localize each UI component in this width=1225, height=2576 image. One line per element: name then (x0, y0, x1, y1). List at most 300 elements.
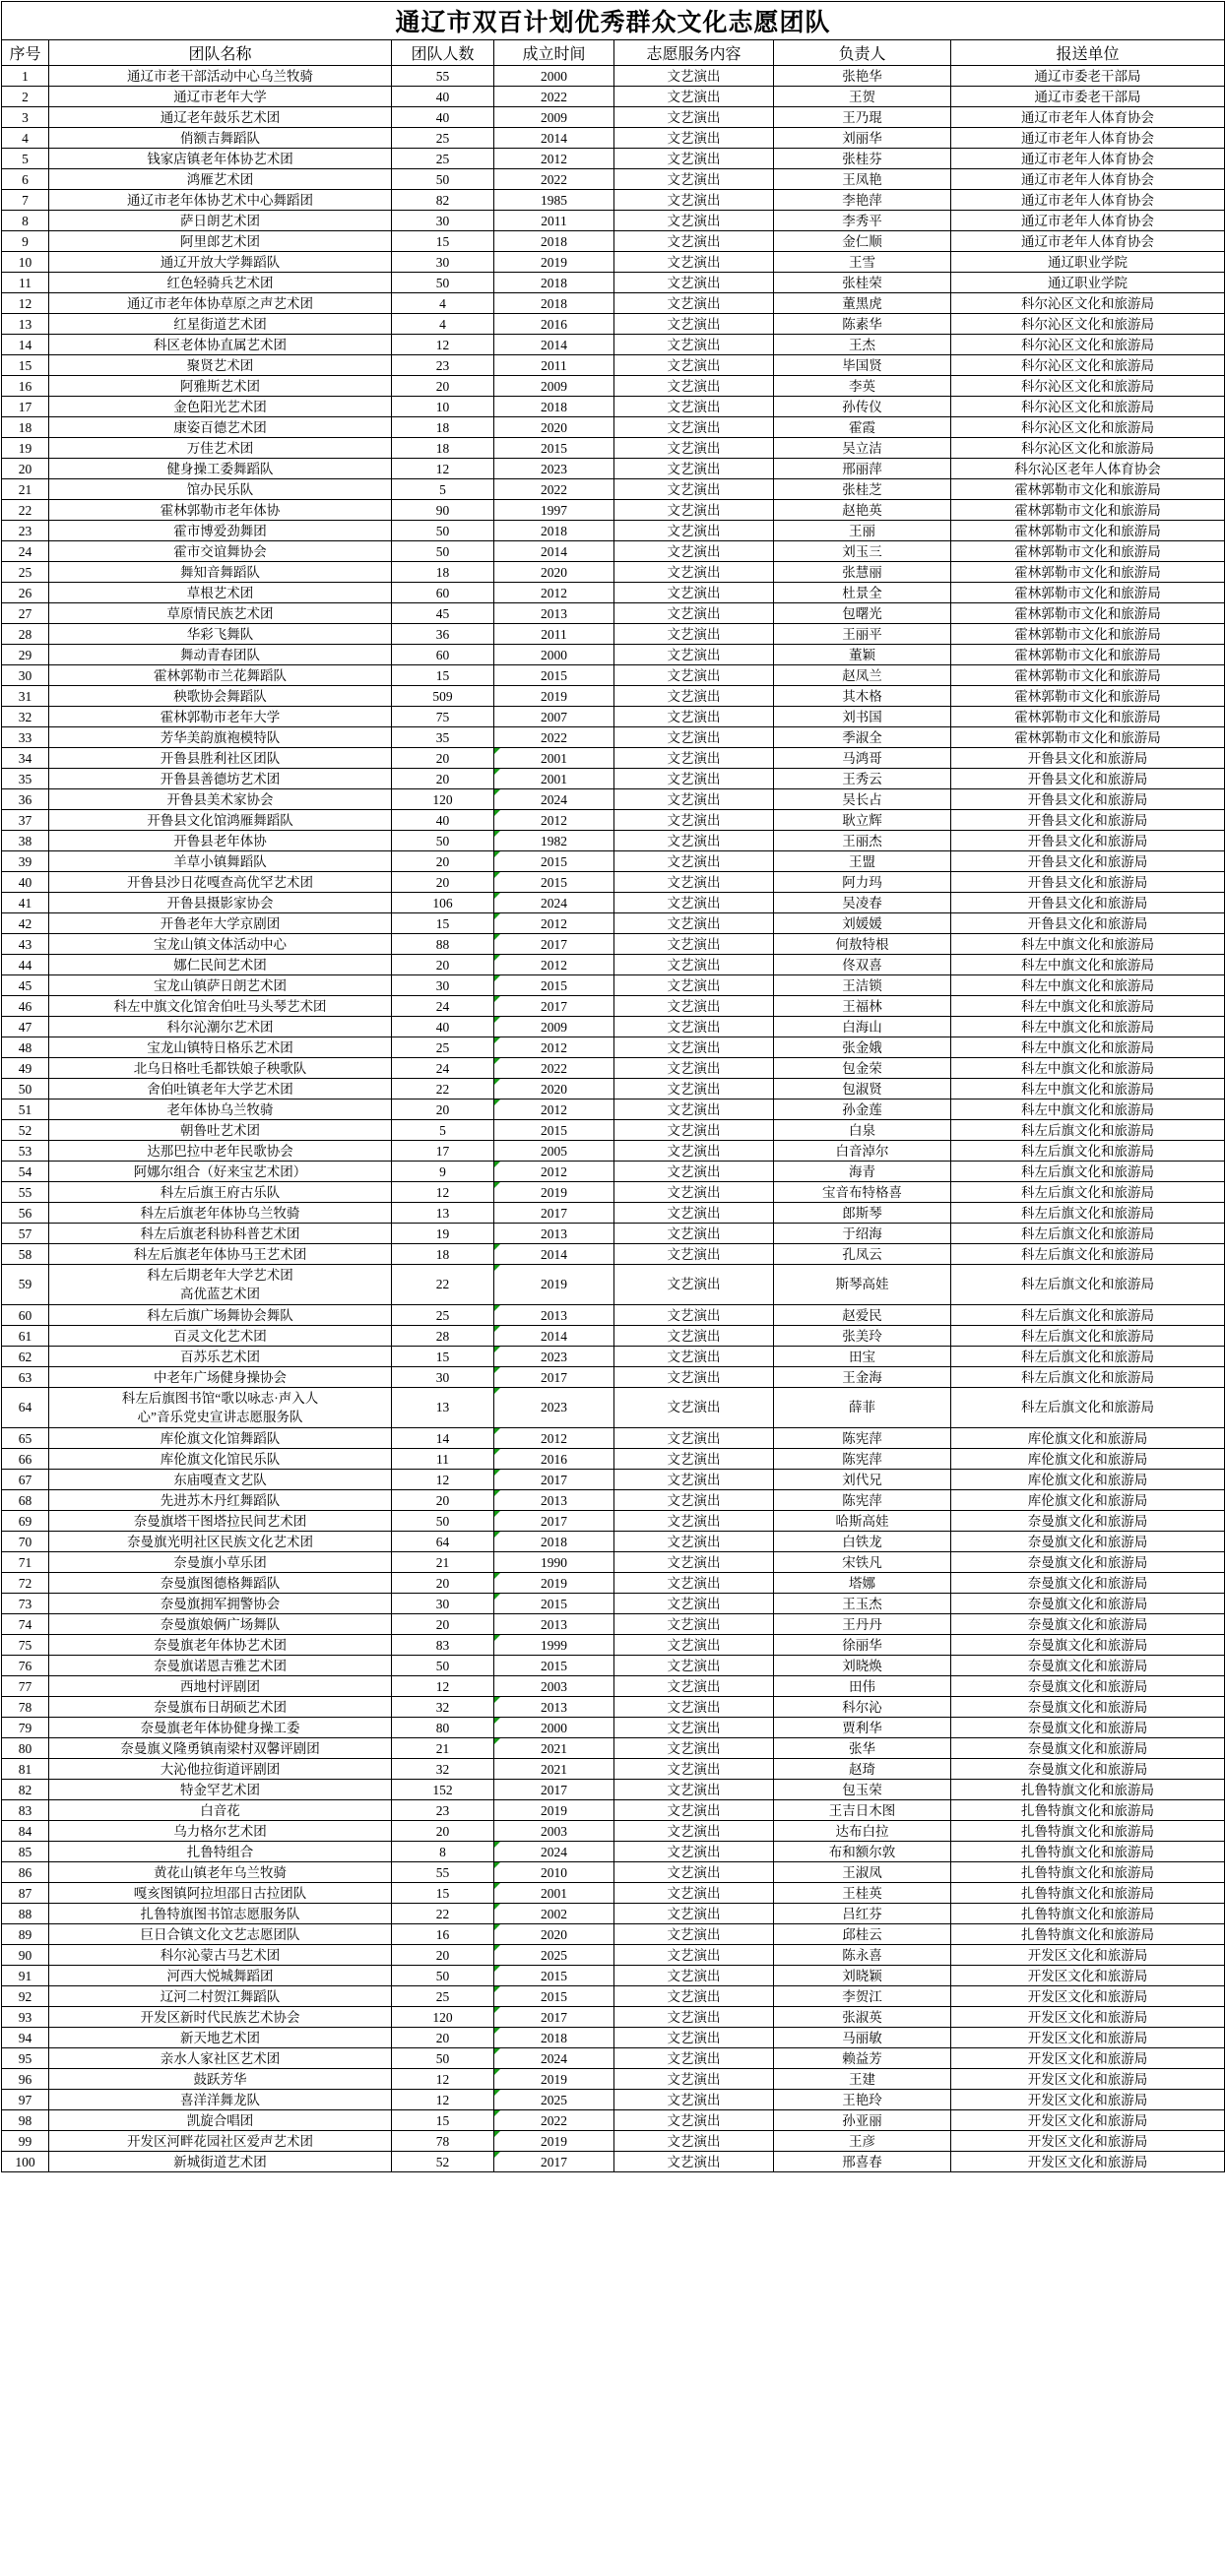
cell-leader: 王丹丹 (774, 1614, 951, 1635)
cell-member-count: 40 (392, 1017, 494, 1037)
cell-founding-year: 2009 (494, 107, 614, 128)
cell-service-content: 文艺演出 (614, 459, 774, 479)
cell-leader: 王建 (774, 2069, 951, 2090)
cell-sequence: 97 (2, 2090, 49, 2110)
cell-reporting-unit: 奈曼旗文化和旅游局 (951, 1738, 1225, 1759)
cell-founding-year: 2017 (494, 1780, 614, 1800)
cell-team-name: 科左后旗老科协科普艺术团 (49, 1224, 392, 1244)
cell-sequence: 36 (2, 789, 49, 810)
cell-team-name: 百苏乐艺术团 (49, 1347, 392, 1367)
cell-reporting-unit: 科左后旗文化和旅游局 (951, 1305, 1225, 1326)
cell-service-content: 文艺演出 (614, 355, 774, 376)
cell-reporting-unit: 霍林郭勒市文化和旅游局 (951, 665, 1225, 686)
cell-sequence: 31 (2, 686, 49, 707)
cell-member-count: 50 (392, 1966, 494, 1986)
cell-team-name: 舞动青春团队 (49, 645, 392, 665)
table-row (2, 1924, 1225, 1945)
cell-founding-year-flagged: 2022 (494, 2110, 614, 2131)
cell-leader: 于绍海 (774, 1224, 951, 1244)
cell-founding-year: 2014 (494, 335, 614, 355)
cell-member-count: 40 (392, 107, 494, 128)
cell-leader: 王丽 (774, 521, 951, 541)
cell-reporting-unit: 科尔沁区文化和旅游局 (951, 376, 1225, 397)
cell-service-content: 文艺演出 (614, 2069, 774, 2090)
cell-member-count: 50 (392, 541, 494, 562)
cell-sequence: 100 (2, 2152, 49, 2172)
table-row (2, 1594, 1225, 1614)
cell-founding-year: 2022 (494, 727, 614, 748)
cell-team-name: 先进苏木丹红舞蹈队 (49, 1490, 392, 1511)
cell-team-name: 开鲁县美术家协会 (49, 789, 392, 810)
cell-founding-year: 2015 (494, 1120, 614, 1141)
cell-member-count: 50 (392, 2048, 494, 2069)
cell-leader: 王洁锁 (774, 975, 951, 996)
table-row (2, 872, 1225, 893)
cell-sequence: 54 (2, 1162, 49, 1182)
cell-sequence: 94 (2, 2028, 49, 2048)
cell-founding-year-flagged: 2025 (494, 1945, 614, 1966)
cell-founding-year-flagged: 2014 (494, 1244, 614, 1265)
table-row (2, 1244, 1225, 1265)
cell-leader: 斯琴高娃 (774, 1265, 951, 1305)
cell-service-content: 文艺演出 (614, 975, 774, 996)
table-row (2, 1162, 1225, 1182)
cell-service-content: 文艺演出 (614, 1986, 774, 2007)
cell-team-name-line1: 科左后旗图书馆“歌以咏志·声入人 (121, 1391, 319, 1406)
cell-founding-year-flagged: 2022 (494, 1058, 614, 1079)
cell-service-content: 文艺演出 (614, 87, 774, 107)
table-row (2, 624, 1225, 645)
cell-member-count: 24 (392, 1058, 494, 1079)
cell-reporting-unit: 科左后旗文化和旅游局 (951, 1244, 1225, 1265)
cell-service-content: 文艺演出 (614, 1347, 774, 1367)
cell-leader: 赖益芳 (774, 2048, 951, 2069)
cell-sequence: 46 (2, 996, 49, 1017)
cell-founding-year-flagged: 2012 (494, 913, 614, 934)
cell-team-name: 宝龙山镇萨日朗艺术团 (49, 975, 392, 996)
table-row (2, 1862, 1225, 1883)
table-row (2, 975, 1225, 996)
cell-reporting-unit: 开鲁县文化和旅游局 (951, 893, 1225, 913)
cell-team-name: 中老年广场健身操协会 (49, 1367, 392, 1388)
cell-team-name: 阿娜尔组合（好来宝艺术团） (49, 1162, 392, 1182)
table-row (2, 1428, 1225, 1449)
table-row (2, 87, 1225, 107)
cell-founding-year: 2000 (494, 66, 614, 87)
cell-founding-year: 2020 (494, 417, 614, 438)
table-row (2, 1490, 1225, 1511)
cell-leader: 王金海 (774, 1367, 951, 1388)
cell-team-name: 萨日朗艺术团 (49, 211, 392, 231)
cell-founding-year: 2018 (494, 273, 614, 293)
cell-team-name: 健身操工委舞蹈队 (49, 459, 392, 479)
table-row (2, 1821, 1225, 1842)
table-row (2, 376, 1225, 397)
cell-team-name: 亲水人家社区艺术团 (49, 2048, 392, 2069)
cell-founding-year-flagged: 2015 (494, 851, 614, 872)
table-row (2, 1945, 1225, 1966)
cell-sequence: 58 (2, 1244, 49, 1265)
table-row (2, 1552, 1225, 1573)
cell-service-content: 文艺演出 (614, 1120, 774, 1141)
cell-member-count: 32 (392, 1759, 494, 1780)
cell-member-count: 14 (392, 1428, 494, 1449)
cell-team-name: 开鲁县胜利社区团队 (49, 748, 392, 769)
cell-founding-year: 2013 (494, 1614, 614, 1635)
table-row (2, 1058, 1225, 1079)
table-row (2, 397, 1225, 417)
table-row (2, 1079, 1225, 1100)
cell-reporting-unit: 科尔沁区文化和旅游局 (951, 355, 1225, 376)
cell-reporting-unit: 扎鲁特旗文化和旅游局 (951, 1821, 1225, 1842)
cell-leader: 董黑虎 (774, 293, 951, 314)
cell-founding-year-flagged: 2017 (494, 1367, 614, 1388)
table-row (2, 1141, 1225, 1162)
table-row (2, 748, 1225, 769)
cell-reporting-unit: 霍林郭勒市文化和旅游局 (951, 686, 1225, 707)
cell-reporting-unit: 奈曼旗文化和旅游局 (951, 1573, 1225, 1594)
cell-member-count: 18 (392, 417, 494, 438)
cell-member-count: 120 (392, 789, 494, 810)
cell-leader: 李英 (774, 376, 951, 397)
cell-member-count: 50 (392, 169, 494, 190)
cell-reporting-unit: 通辽市老年人体育协会 (951, 231, 1225, 252)
cell-member-count: 15 (392, 2110, 494, 2131)
cell-service-content: 文艺演出 (614, 417, 774, 438)
cell-leader: 吴长占 (774, 789, 951, 810)
table-row (2, 66, 1225, 87)
cell-leader: 陈素华 (774, 314, 951, 335)
cell-leader: 赵爱民 (774, 1305, 951, 1326)
cell-leader: 王丽杰 (774, 831, 951, 851)
cell-team-name: 钱家店镇老年体协艺术团 (49, 149, 392, 169)
cell-reporting-unit: 霍林郭勒市文化和旅游局 (951, 521, 1225, 541)
cell-leader: 塔娜 (774, 1573, 951, 1594)
cell-reporting-unit: 奈曼旗文化和旅游局 (951, 1697, 1225, 1718)
cell-leader: 张美玲 (774, 1326, 951, 1347)
cell-reporting-unit: 奈曼旗文化和旅游局 (951, 1718, 1225, 1738)
cell-sequence: 68 (2, 1490, 49, 1511)
cell-member-count: 28 (392, 1326, 494, 1347)
cell-sequence: 84 (2, 1821, 49, 1842)
cell-service-content: 文艺演出 (614, 190, 774, 211)
cell-team-name: 科尔沁蒙古马艺术团 (49, 1945, 392, 1966)
cell-founding-year: 2017 (494, 1203, 614, 1224)
cell-sequence: 65 (2, 1428, 49, 1449)
table-row (2, 1470, 1225, 1490)
cell-sequence: 38 (2, 831, 49, 851)
cell-reporting-unit: 通辽市老年人体育协会 (951, 107, 1225, 128)
table-row (2, 727, 1225, 748)
cell-leader: 霍霞 (774, 417, 951, 438)
cell-team-name: 奈曼旗老年体协艺术团 (49, 1635, 392, 1656)
cell-sequence: 75 (2, 1635, 49, 1656)
cell-member-count: 25 (392, 1037, 494, 1058)
cell-member-count: 20 (392, 1490, 494, 1511)
cell-team-name: 阿里郎艺术团 (49, 231, 392, 252)
table-row (2, 438, 1225, 459)
cell-service-content: 文艺演出 (614, 2152, 774, 2172)
cell-service-content: 文艺演出 (614, 1511, 774, 1532)
cell-sequence: 69 (2, 1511, 49, 1532)
cell-founding-year-flagged: 2024 (494, 893, 614, 913)
cell-service-content: 文艺演出 (614, 1224, 774, 1244)
table-row (2, 2069, 1225, 2090)
cell-sequence: 64 (2, 1388, 49, 1428)
column-header-seq: 序号 (2, 40, 49, 66)
table-row (2, 1697, 1225, 1718)
column-header-name: 团队名称 (49, 40, 392, 66)
cell-sequence: 99 (2, 2131, 49, 2152)
cell-service-content: 文艺演出 (614, 1966, 774, 1986)
cell-sequence: 85 (2, 1842, 49, 1862)
cell-team-name: 开发区新时代民族艺术协会 (49, 2007, 392, 2028)
table-row (2, 1904, 1225, 1924)
cell-founding-year-flagged: 2012 (494, 1428, 614, 1449)
cell-service-content: 文艺演出 (614, 500, 774, 521)
cell-founding-year: 1990 (494, 1552, 614, 1573)
cell-member-count: 20 (392, 1573, 494, 1594)
cell-reporting-unit: 霍林郭勒市文化和旅游局 (951, 562, 1225, 583)
cell-team-name: 扎鲁特组合 (49, 1842, 392, 1862)
cell-service-content: 文艺演出 (614, 2090, 774, 2110)
cell-reporting-unit: 霍林郭勒市文化和旅游局 (951, 500, 1225, 521)
cell-team-name: 阿雅斯艺术团 (49, 376, 392, 397)
cell-team-name: 乌力格尔艺术团 (49, 1821, 392, 1842)
cell-reporting-unit: 科左后旗文化和旅游局 (951, 1162, 1225, 1182)
cell-service-content: 文艺演出 (614, 149, 774, 169)
cell-member-count: 18 (392, 1244, 494, 1265)
table-row (2, 810, 1225, 831)
cell-reporting-unit: 开鲁县文化和旅游局 (951, 769, 1225, 789)
cell-sequence: 53 (2, 1141, 49, 1162)
cell-sequence: 24 (2, 541, 49, 562)
cell-member-count: 60 (392, 645, 494, 665)
cell-member-count: 18 (392, 562, 494, 583)
cell-sequence: 29 (2, 645, 49, 665)
cell-founding-year: 2023 (494, 459, 614, 479)
cell-member-count: 5 (392, 479, 494, 500)
cell-sequence: 48 (2, 1037, 49, 1058)
cell-founding-year-flagged: 2015 (494, 975, 614, 996)
table-title-row (2, 2, 1225, 40)
cell-team-name: 馆办民乐队 (49, 479, 392, 500)
cell-member-count: 25 (392, 149, 494, 169)
cell-reporting-unit: 科尔沁区文化和旅游局 (951, 438, 1225, 459)
cell-service-content: 文艺演出 (614, 1037, 774, 1058)
cell-leader: 何敖特根 (774, 934, 951, 955)
cell-reporting-unit: 霍林郭勒市文化和旅游局 (951, 645, 1225, 665)
cell-reporting-unit: 通辽市老年人体育协会 (951, 190, 1225, 211)
cell-service-content: 文艺演出 (614, 913, 774, 934)
cell-sequence: 83 (2, 1800, 49, 1821)
cell-reporting-unit: 扎鲁特旗文化和旅游局 (951, 1780, 1225, 1800)
cell-founding-year-flagged: 1982 (494, 831, 614, 851)
cell-service-content: 文艺演出 (614, 211, 774, 231)
cell-sequence: 50 (2, 1079, 49, 1100)
cell-founding-year: 2007 (494, 707, 614, 727)
cell-member-count: 20 (392, 872, 494, 893)
cell-reporting-unit: 霍林郭勒市文化和旅游局 (951, 479, 1225, 500)
cell-founding-year: 2003 (494, 1821, 614, 1842)
cell-service-content: 文艺演出 (614, 1244, 774, 1265)
cell-member-count: 9 (392, 1162, 494, 1182)
cell-leader: 孙金莲 (774, 1100, 951, 1120)
cell-member-count: 19 (392, 1224, 494, 1244)
cell-leader: 董颖 (774, 645, 951, 665)
cell-team-name: 新天地艺术团 (49, 2028, 392, 2048)
cell-founding-year-flagged: 2012 (494, 955, 614, 975)
cell-sequence: 87 (2, 1883, 49, 1904)
cell-member-count: 106 (392, 893, 494, 913)
cell-team-name: 宝龙山镇文体活动中心 (49, 934, 392, 955)
cell-sequence: 56 (2, 1203, 49, 1224)
table-row (2, 955, 1225, 975)
cell-sequence: 60 (2, 1305, 49, 1326)
table-row (2, 707, 1225, 727)
cell-leader: 马丽敏 (774, 2028, 951, 2048)
cell-founding-year-flagged: 2001 (494, 769, 614, 789)
table-row (2, 1532, 1225, 1552)
cell-service-content: 文艺演出 (614, 665, 774, 686)
cell-team-name: 百灵文化艺术团 (49, 1326, 392, 1347)
cell-team-name: 康姿百德艺术团 (49, 417, 392, 438)
cell-member-count: 25 (392, 1986, 494, 2007)
cell-sequence: 77 (2, 1676, 49, 1697)
cell-reporting-unit: 开鲁县文化和旅游局 (951, 831, 1225, 851)
cell-leader: 包玉荣 (774, 1780, 951, 1800)
cell-team-name: 宝龙山镇特日格乐艺术团 (49, 1037, 392, 1058)
cell-team-name: 草原情民族艺术团 (49, 603, 392, 624)
cell-sequence: 13 (2, 314, 49, 335)
cell-founding-year-flagged: 1999 (494, 1635, 614, 1656)
cell-service-content: 文艺演出 (614, 438, 774, 459)
table-row (2, 1800, 1225, 1821)
cell-sequence: 4 (2, 128, 49, 149)
table-row (2, 893, 1225, 913)
cell-member-count: 22 (392, 1079, 494, 1100)
cell-service-content: 文艺演出 (614, 707, 774, 727)
cell-leader: 刘代兄 (774, 1470, 951, 1490)
cell-service-content: 文艺演出 (614, 1759, 774, 1780)
cell-sequence: 80 (2, 1738, 49, 1759)
cell-founding-year-flagged: 2012 (494, 1037, 614, 1058)
table-row (2, 128, 1225, 149)
table-row (2, 1367, 1225, 1388)
cell-reporting-unit: 奈曼旗文化和旅游局 (951, 1511, 1225, 1532)
cell-service-content: 文艺演出 (614, 789, 774, 810)
cell-member-count: 32 (392, 1697, 494, 1718)
cell-leader: 杜景全 (774, 583, 951, 603)
cell-team-name: 霍市交谊舞协会 (49, 541, 392, 562)
cell-leader: 王玉杰 (774, 1594, 951, 1614)
cell-service-content: 文艺演出 (614, 335, 774, 355)
cell-founding-year-flagged: 2010 (494, 1862, 614, 1883)
cell-leader: 佟双喜 (774, 955, 951, 975)
cell-service-content: 文艺演出 (614, 1821, 774, 1842)
cell-reporting-unit: 奈曼旗文化和旅游局 (951, 1656, 1225, 1676)
cell-team-name: 黄花山镇老年乌兰牧骑 (49, 1862, 392, 1883)
cell-sequence: 17 (2, 397, 49, 417)
cell-team-name: 奈曼旗光明社区民族文化艺术团 (49, 1532, 392, 1552)
cell-team-name-line1: 科左后期老年大学艺术团 (147, 1268, 293, 1283)
cell-service-content: 文艺演出 (614, 1428, 774, 1449)
cell-member-count: 20 (392, 1945, 494, 1966)
cell-service-content: 文艺演出 (614, 169, 774, 190)
table-row (2, 1203, 1225, 1224)
cell-reporting-unit: 科左后旗文化和旅游局 (951, 1265, 1225, 1305)
cell-service-content: 文艺演出 (614, 1079, 774, 1100)
cell-member-count: 12 (392, 459, 494, 479)
cell-team-name: 东庙嘎查文艺队 (49, 1470, 392, 1490)
cell-leader: 刘玉三 (774, 541, 951, 562)
cell-sequence: 91 (2, 1966, 49, 1986)
cell-leader: 白铁龙 (774, 1532, 951, 1552)
cell-team-name-line2: 高优蓝艺术团 (180, 1287, 260, 1301)
cell-sequence: 47 (2, 1017, 49, 1037)
cell-sequence: 61 (2, 1326, 49, 1347)
cell-service-content: 文艺演出 (614, 1388, 774, 1428)
cell-sequence: 74 (2, 1614, 49, 1635)
cell-team-name: 扎鲁特旗图书馆志愿服务队 (49, 1904, 392, 1924)
cell-team-name: 北乌日格吐毛都铁娘子秧歌队 (49, 1058, 392, 1079)
cell-reporting-unit: 霍林郭勒市文化和旅游局 (951, 624, 1225, 645)
table-row (2, 2110, 1225, 2131)
table-row (2, 231, 1225, 252)
cell-leader: 包淑贤 (774, 1079, 951, 1100)
table-row (2, 273, 1225, 293)
cell-service-content: 文艺演出 (614, 1924, 774, 1945)
table-row (2, 1986, 1225, 2007)
cell-member-count: 50 (392, 1511, 494, 1532)
cell-leader: 刘晓焕 (774, 1656, 951, 1676)
cell-team-name: 通辽老年鼓乐艺术团 (49, 107, 392, 128)
cell-founding-year-flagged: 2019 (494, 1182, 614, 1203)
cell-member-count: 40 (392, 87, 494, 107)
cell-service-content: 文艺演出 (614, 2007, 774, 2028)
cell-team-name: 聚贤艺术团 (49, 355, 392, 376)
cell-leader: 贾利华 (774, 1718, 951, 1738)
cell-member-count: 25 (392, 128, 494, 149)
cell-team-name: 霍市博爱劲舞团 (49, 521, 392, 541)
cell-reporting-unit: 科左后旗文化和旅游局 (951, 1224, 1225, 1244)
cell-sequence: 39 (2, 851, 49, 872)
cell-service-content: 文艺演出 (614, 1945, 774, 1966)
volunteer-teams-table (1, 1, 1225, 2172)
cell-service-content: 文艺演出 (614, 397, 774, 417)
cell-leader: 张金娥 (774, 1037, 951, 1058)
cell-team-name: 达那巴拉中老年民歌协会 (49, 1141, 392, 1162)
cell-sequence: 88 (2, 1904, 49, 1924)
cell-founding-year: 2012 (494, 149, 614, 169)
cell-founding-year-flagged: 2012 (494, 1100, 614, 1120)
cell-reporting-unit: 通辽职业学院 (951, 273, 1225, 293)
table-row (2, 562, 1225, 583)
cell-service-content: 文艺演出 (614, 955, 774, 975)
table-row (2, 2007, 1225, 2028)
cell-member-count: 13 (392, 1203, 494, 1224)
table-row (2, 831, 1225, 851)
cell-reporting-unit: 科左中旗文化和旅游局 (951, 1017, 1225, 1037)
cell-reporting-unit: 科左后旗文化和旅游局 (951, 1182, 1225, 1203)
table-row (2, 1780, 1225, 1800)
cell-reporting-unit: 科尔沁区文化和旅游局 (951, 293, 1225, 314)
cell-team-name: 老年体协乌兰牧骑 (49, 1100, 392, 1120)
cell-service-content: 文艺演出 (614, 1594, 774, 1614)
cell-member-count: 12 (392, 335, 494, 355)
cell-leader: 邱桂云 (774, 1924, 951, 1945)
cell-service-content: 文艺演出 (614, 1265, 774, 1305)
